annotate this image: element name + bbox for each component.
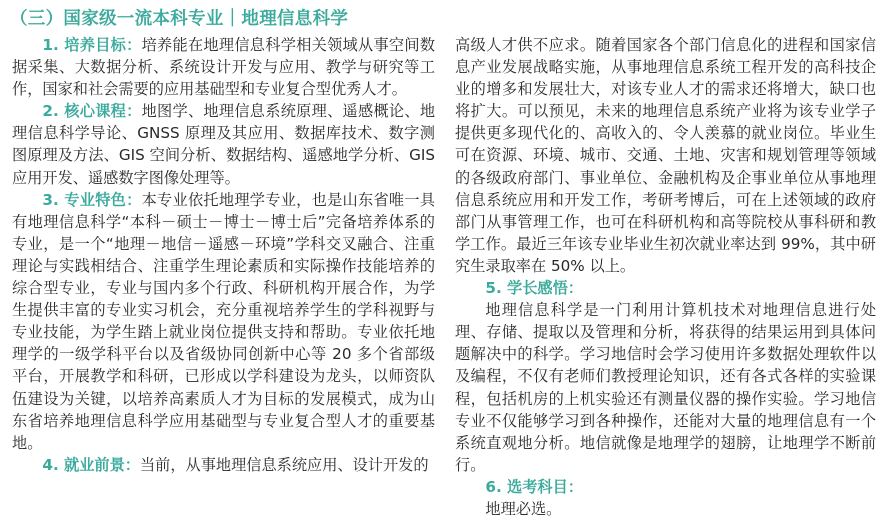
- section-heading: 4. 就业前景：: [42, 455, 140, 474]
- section-text: 培养能在地理信息科学相关领域从事空间数据采集、大数据分析、系统设计开发与应用、教学与研究等工作，国家和社会需要的应用基础型和专业复合型优秀人才。: [12, 36, 436, 99]
- section-text: 本专业依托地理学专业，也是山东省唯一具有地理信息科学“本科－硕士－博士－博士后”完备培养体系的专业，是一个“地理－地信－遥感－环境”学科交叉融合、注重理论与实践相结合、注重学生理论素质和实际操作技能培养的综合型专业，专业与国内多个行政、科研机构开展合作，为学生提供丰富的专业实习机会，充分重视培养学生的学科视野与专业技能，为学生踏上就业岗位提供支持和帮助。专业依托地理学的一级学科平台以及省级协同创新中心等 20 多个省部级平台，开展教学和科研，已形成以学科建设为龙头，以师资队伍建设为关键，以培养高素质人才为目标的发展模式，成为山东省培养地理信息科学应用基础型与专业复合型人才的重要基地。: [12, 190, 436, 452]
- section-senior-insights: [455, 277, 876, 299]
- section-core-courses: [12, 100, 435, 188]
- section-employment-continued: 高级人才供不应求。随着国家各个部门信息化的进程和国家信息产业发展战略实施，从事地理信息系统工程开发的高科技企业的增多和发展壮大，对该专业人才的需求还将增大，缺口也将扩大。可以预见，未来的地理信息系统产业将为该专业学子提供更多现代化的、高收入的、令人羡慕的就业岗位。毕业生可在资源、环境、城市、交通、土地、灾害和规划管理等领域的各级政府部门、事业单位、金融机构及企事业单位从事地理信息系统应用和开发工作，考研考博后，可在上述领域的政府部门从事管理工作，也可在科研机构和高等院校从事科研和教学工作。最近三年该专业毕业生初次就业率达到 99%，其中研究生录取率在 50% 以上。: [455, 36, 876, 275]
- right-column: [455, 34, 876, 520]
- section-title: （三）国家级一流本科专业｜地理信息科学: [10, 9, 349, 29]
- section-heading: 1. 培养目标：: [42, 36, 142, 54]
- section-exam-subjects-text: [455, 498, 876, 520]
- section-features: [12, 189, 435, 454]
- section-heading: 2. 核心课程：: [42, 102, 142, 121]
- section-employment: [12, 454, 435, 476]
- section-senior-insights-text: [455, 299, 876, 476]
- section-heading: 3. 专业特色：: [42, 190, 142, 209]
- section-heading: 5. 学长感悟：: [485, 279, 583, 298]
- section-heading: 6. 选考科目：: [485, 477, 583, 496]
- section-exam-subjects: [455, 476, 876, 498]
- section-text: 当前，从事地理信息系统应用、设计开发的: [139, 455, 429, 474]
- section-text: 地理信息科学是一门利用计算机技术对地理信息进行处理、存储、提取以及管理和分析，将获得的结果运用到具体问题解决中的科学。学习地信时会学习使用许多数据处理软件以及编程，不仅有老师们教授理论知识，还有各式各样的实验课程，包括机房的上机实验还有测量仪器的操作实验。学习地信专业不仅能够学习到各种操作，还能对大量的地理信息有一个系统直观地分析。地信就像是地理学的翅膀，让地理学不断前行。: [455, 301, 876, 474]
- section-training-goals: [12, 34, 435, 100]
- section-text: 地理必选。: [485, 499, 562, 518]
- section-text: 地图学、地理信息系统原理、遥感概论、地理信息科学导论、GNSS 原理及其应用、数据库技术、数字测图原理及方法、GIS 空间分析、数据结构、遥感地学分析、GIS 应用开发、遥感数字图像处理等。: [12, 102, 436, 187]
- left-column: [12, 34, 435, 476]
